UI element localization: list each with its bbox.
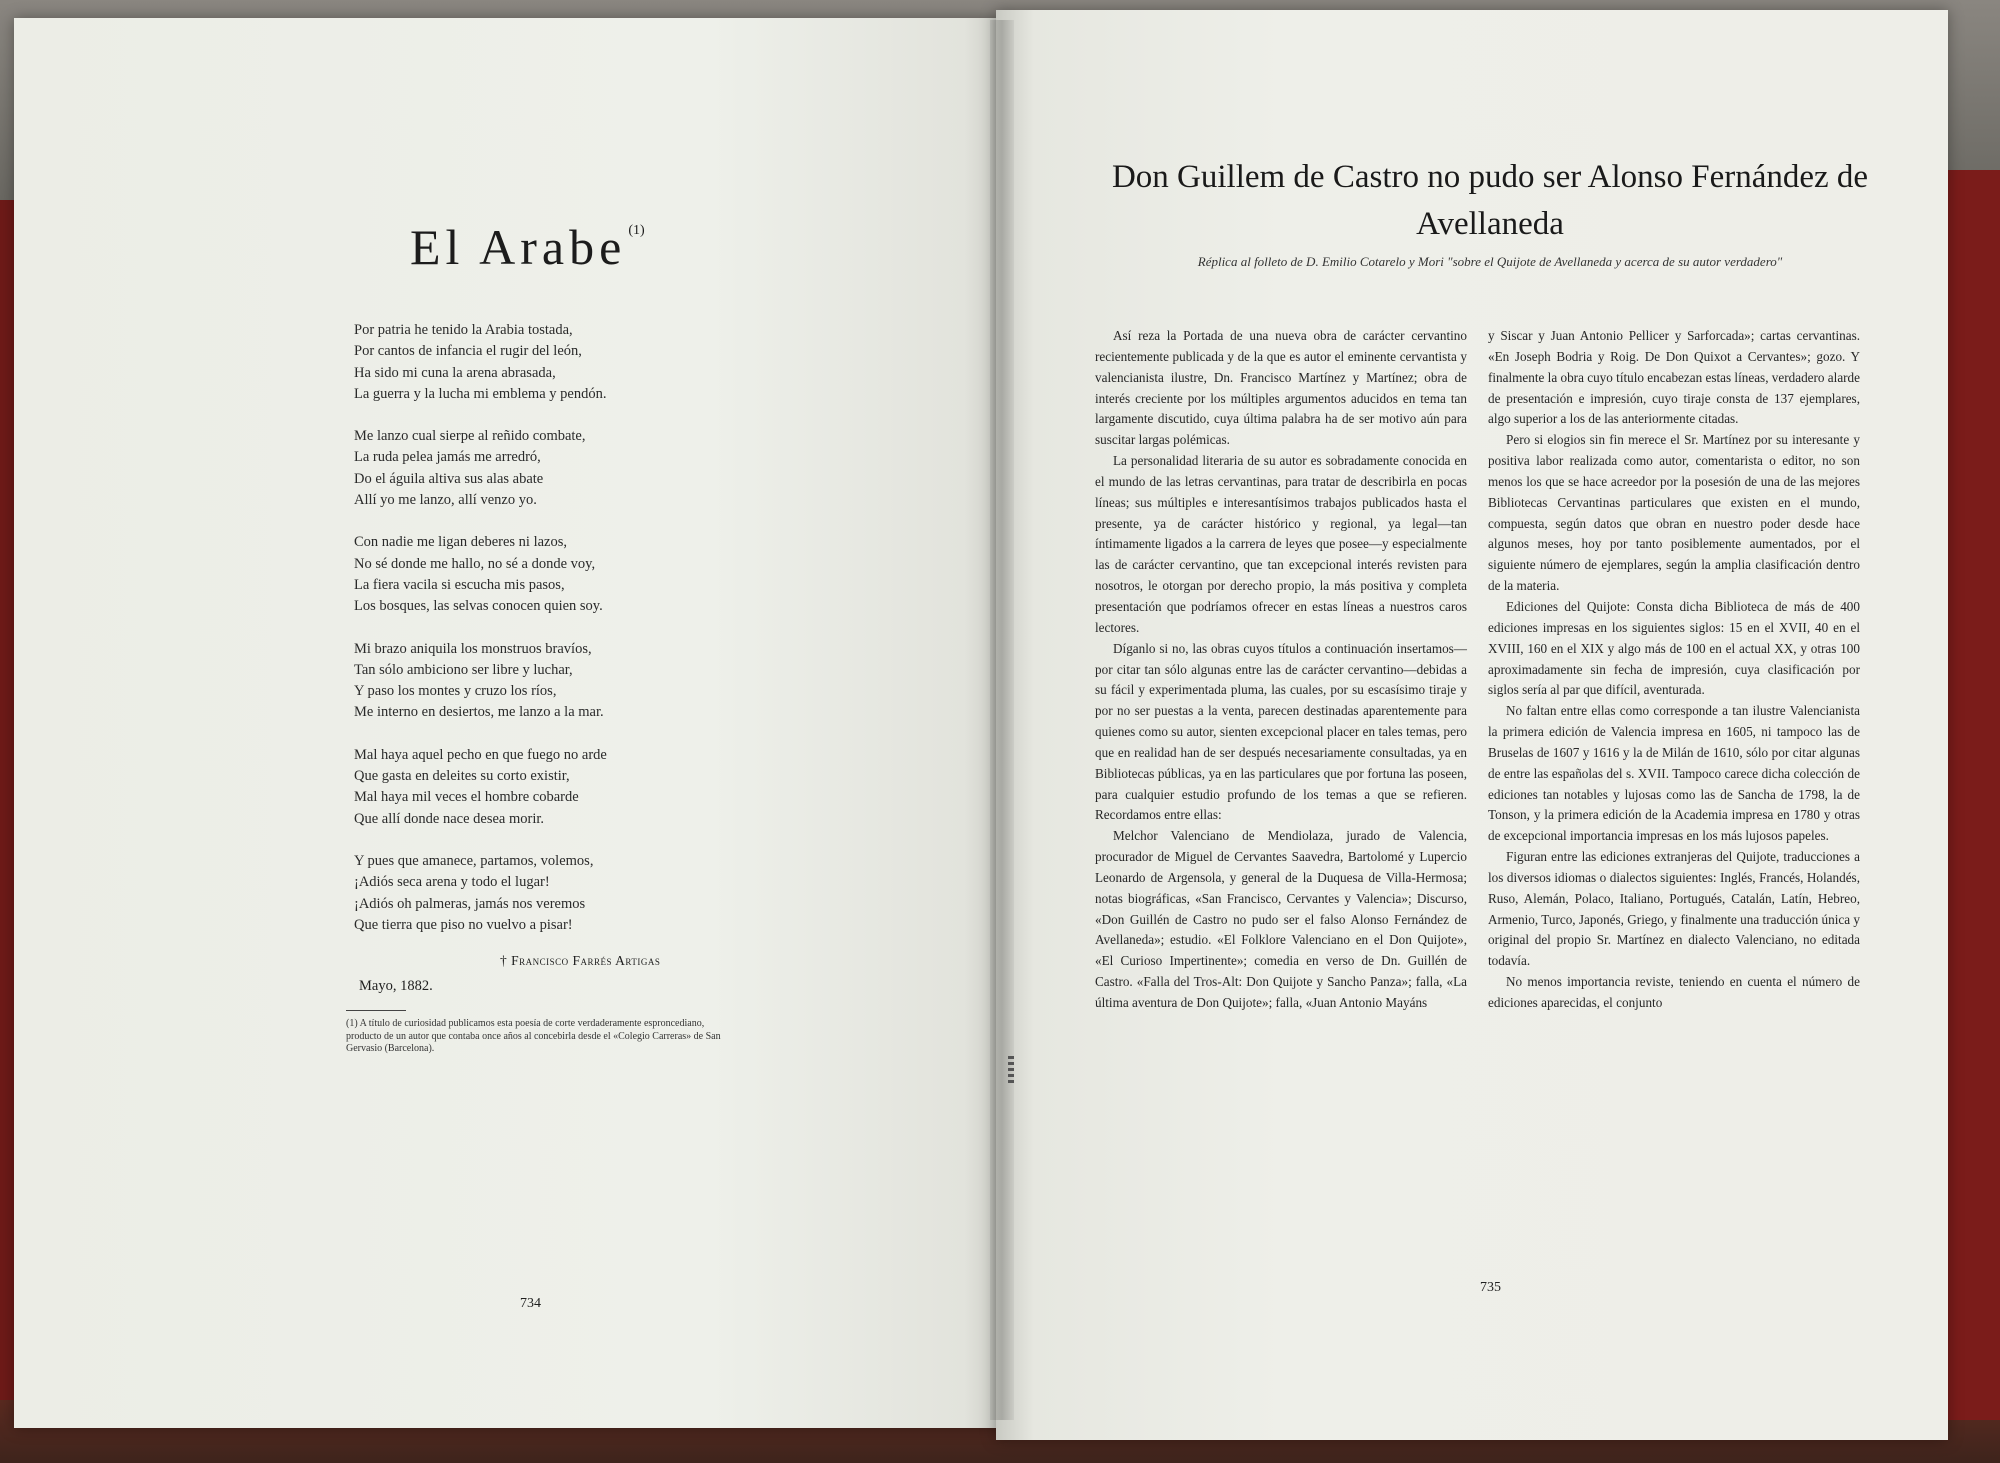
stanza bbox=[354, 320, 714, 405]
article-column-right bbox=[1488, 326, 1860, 1014]
poem-line: ¡Adiós oh palmeras, jamás nos veremos bbox=[354, 895, 586, 912]
poem-body bbox=[354, 320, 714, 957]
poem-line: La fiera vacila si escucha mis pasos, bbox=[354, 576, 565, 593]
poem-line: Allí yo me lanzo, allí venzo yo. bbox=[354, 492, 537, 509]
footnote-divider bbox=[346, 1010, 406, 1011]
footnote: (1) A título de curiosidad publicamos esta poesía de corte verdaderamente esproncediano, producto de un autor que contaba once años al concebirla desde el «Colegio Carreras» de San Gervasio (Barcelona). bbox=[346, 1018, 721, 1054]
poem-line: La guerra y la lucha mi emblema y pendón. bbox=[354, 385, 607, 402]
poem-line: Tan sólo ambiciono ser libre y luchar, bbox=[354, 661, 573, 678]
poem-title-note: (1) bbox=[628, 223, 645, 238]
binding-stitch bbox=[1008, 1056, 1014, 1086]
poem-line: Do el águila altiva sus alas abate bbox=[354, 470, 544, 487]
article-title: Don Guillem de Castro no pudo ser Alonso Fernández de Avellaneda bbox=[1111, 159, 1869, 242]
article-column-left bbox=[1095, 326, 1467, 1014]
stanza bbox=[354, 426, 714, 511]
poem-line: Ha sido mi cuna la arena abrasada, bbox=[354, 364, 556, 381]
poem-line: Y paso los montes y cruzo los ríos, bbox=[354, 683, 557, 700]
stanza bbox=[354, 639, 714, 724]
poem-line: Que tierra que piso no vuelvo a pisar! bbox=[354, 916, 573, 933]
poem-line: Por cantos de infancia el rugir del león, bbox=[354, 343, 582, 360]
page-number-left: 734 bbox=[520, 1296, 541, 1311]
article-paragraph: La personalidad literaria de su autor es sobradamente conocida en el mundo de las letras cervantinas, para tratar de describirla en pocas líneas; sus múltiples e interesantísimos trabajos publicados hasta el presente, ya de carácter histórico y regional, ya legal—tan íntimamente ligados a la carrera de leyes que posee—y especialmente las de carácter cervantino, que tan excepcional interés revisten para nosotros, le otorgan por derecho propio, la más positiva y completa presentación que podríamos ofrecer en estas líneas a nuestros caros lectores. bbox=[1095, 453, 1467, 635]
poem-author-signature: † Francisco Farrés Artigas bbox=[500, 953, 661, 968]
stanza bbox=[354, 745, 714, 830]
poem-title bbox=[410, 218, 645, 276]
poem-line: Por patria he tenido la Arabia tostada, bbox=[354, 322, 573, 338]
article-paragraph: Ediciones del Quijote: Consta dicha Biblioteca de más de 400 ediciones impresas en los siguientes siglos: 15 en el XVII, 40 en el XVIII, 160 en el XIX y algo más de 100 en el actual XX, y otras 100 aproximadamente sin fecha de impresión, cuya clasificación por siglos sería al par que difícil, aventurada. bbox=[1488, 598, 1860, 698]
poem-date: Mayo, 1882. bbox=[359, 978, 433, 994]
article-paragraph: Así reza la Portada de una nueva obra de carácter cervantino recientemente publicada y de la que es autor el eminente cervantista y valencianista ilustre, Dn. Francisco Martínez y Martínez; obra de interés creciente por los múltiples argumentos aducidos en tema tan largamente discutido, cuya última palabra ha de ser motivo aún para suscitar largas polémicas. bbox=[1095, 328, 1467, 448]
article-paragraph: Pero si elogios sin fin merece el Sr. Martínez por su interesante y positiva labor realizada como autor, comentarista o editor, no son menos los que se hace acreedor por la posesión de una de las mejores Bibliotecas Cervantinas particulares que existen en el mundo, compuesta, según datos que obran en nuestro poder desde hace algunos meses, hoy por tanto posiblemente aumentados, por el siguiente número de ejemplares, según la amplia clasificación dentro de la materia. bbox=[1488, 432, 1860, 594]
article-subtitle: Réplica al folleto de D. Emilio Cotarelo y Mori "sobre el Quijote de Avellaneda y acerca de su autor verdadero" bbox=[1197, 254, 1783, 269]
article-paragraph: No faltan entre ellas como corresponde a tan ilustre Valencianista la primera edición de Valencia impresa en 1605, ni tampoco las de Bruselas de 1607 y 1616 y la de Milán de 1610, sólo por citar algunas de entre las españolas del s. XVII. Tampoco carece dicha colección de ediciones tan notables y lujosas como las de Sancha de 1798, la de Tonson, y la primera edición de la Academia impresa en 1780 y otras de excepcional importancia impresas en los más lujosos papeles. bbox=[1488, 703, 1860, 844]
book-gutter bbox=[990, 20, 1014, 1420]
poem-line: Mal haya aquel pecho en que fuego no arde bbox=[354, 746, 607, 763]
page-number-right: 735 bbox=[1480, 1280, 1501, 1295]
poem-line: Me lanzo cual sierpe al reñido combate, bbox=[354, 428, 586, 445]
article-paragraph: y Siscar y Juan Antonio Pellicer y Sarforcada»; cartas cervantinas. «En Joseph Bodria y Roig. De Don Quixot a Cervantes»; gozo. Y finalmente la obra cuyo título encabezan estas líneas, verdadero alarde de presentación e impresión, cuyo tiraje consta de 137 ejemplares, algo superior a los de las anteriormente citadas. bbox=[1488, 328, 1861, 427]
poem-line: Que gasta en deleites su corto existir, bbox=[354, 768, 570, 785]
poem-line: Que allí donde nace desea morir. bbox=[354, 810, 545, 827]
poem-line: Los bosques, las selvas conocen quien soy. bbox=[354, 598, 603, 615]
poem-title-text: El Arabe bbox=[410, 219, 627, 275]
stanza bbox=[354, 532, 714, 617]
poem-line: No sé donde me hallo, no sé a donde voy, bbox=[354, 555, 596, 572]
poem-line: Me interno en desiertos, me lanzo a la mar. bbox=[354, 704, 604, 721]
stanza bbox=[354, 851, 714, 936]
poem-line: ¡Adiós seca arena y todo el lugar! bbox=[354, 874, 550, 891]
poem-line: Mal haya mil veces el hombre cobarde bbox=[354, 789, 579, 806]
poem-line: Y pues que amanece, partamos, volemos, bbox=[354, 852, 594, 869]
article-paragraph: Díganlo si no, las obras cuyos títulos a continuación insertamos—por citar tan sólo algunas entre las de carácter cervantino—debidas a su fácil y experimentada pluma, las cuales, por su escasísimo tiraje y por no ser puestas a la venta, parecen destinadas aparentemente para quienes como su autor, sienten excepcional placer en tales temas, pero que en realidad han de ser después necesariamente consultadas, ya en Bibliotecas públicas, ya en las particulares que por fortuna las poseen, para cualquier estudio profundo de los temas a que se refieren. Recordamos entre ellas: bbox=[1095, 640, 1467, 823]
poem-line: Mi brazo aniquila los monstruos bravíos, bbox=[354, 640, 592, 657]
article-paragraph: Melchor Valenciano de Mendiolaza, jurado de Valencia, procurador de Miguel de Cervantes Saavedra, Bartolomé y Lupercio Leonardo de Argensola, y general de la Duquesa de Villa-Hermosa; notas biográficas, «San Francisco, Cervantes y Valencia»; Discurso, «Don Guillén de Castro no pudo ser el falso Alonso Fernández de Avellaneda»; estudio. «El Folklore Valenciano en el Don Quijote», «El Curioso Impertinente»; comedia en verso de Dn. Guillén de Castro. «Falla del Tros-Alt: Don Quijote y Sancho Panza»; falla, «La última aventura de Don Quijote»; falla, «Juan Antonio Mayáns bbox=[1095, 828, 1467, 1010]
background-red-cloth bbox=[1940, 170, 2000, 1420]
article-paragraph: No menos importancia reviste, teniendo en cuenta el número de ediciones aparecidas, el conjunto bbox=[1488, 974, 1860, 1010]
poem-line: Con nadie me ligan deberes ni lazos, bbox=[354, 534, 568, 551]
article-paragraph: Figuran entre las ediciones extranjeras del Quijote, traducciones a los diversos idiomas o dialectos siguientes: Inglés, Francés, Holandés, Ruso, Alemán, Polaco, Italiano, Portugués, Catalán, Latín, Hebreo, Armenio, Turco, Japonés, Griego, y finalmente una traducción única y original del propio Sr. Martínez en dialecto Valenciano, no editada todavía. bbox=[1488, 849, 1860, 969]
poem-line: La ruda pelea jamás me arredró, bbox=[354, 449, 541, 466]
